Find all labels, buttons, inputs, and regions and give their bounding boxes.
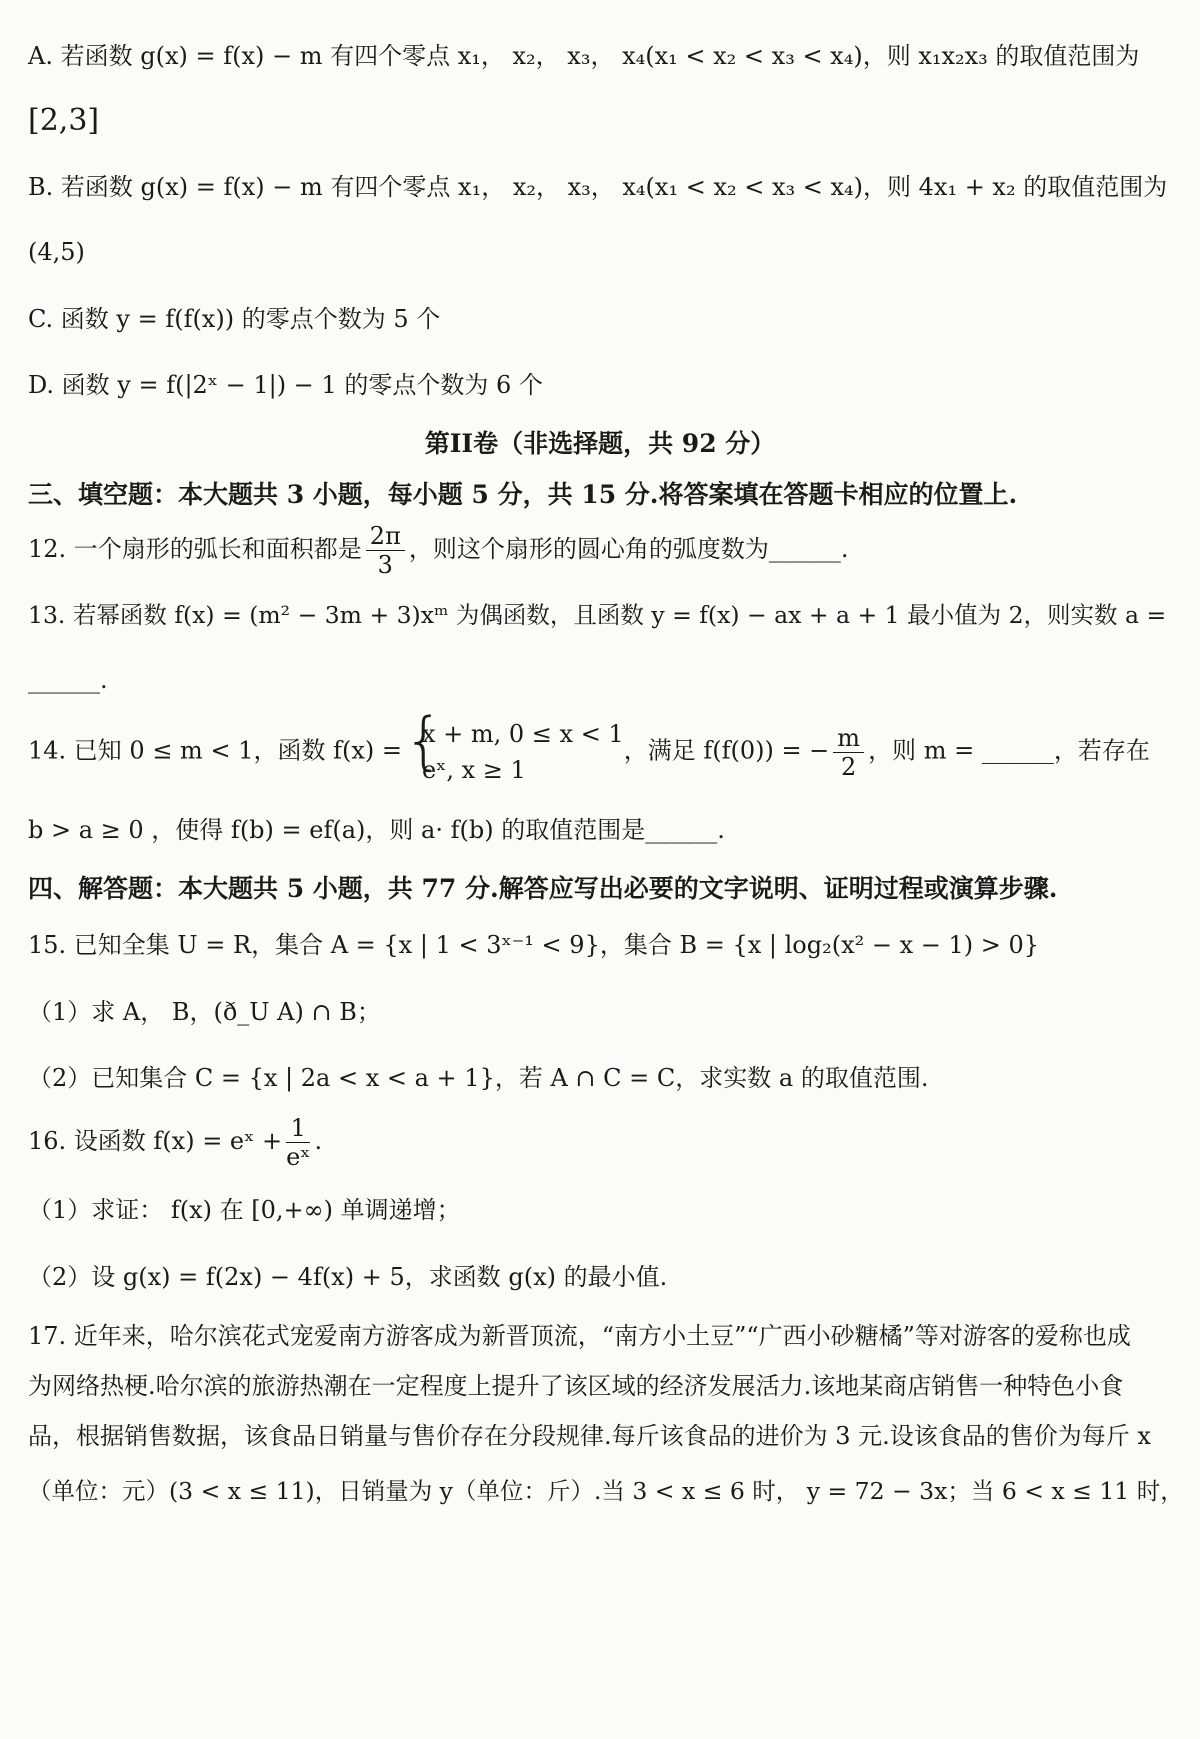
section3-heading: 三、填空题：本大题共 3 小题，每小题 5 分，共 15 分.将答案填在答题卡相应的位置上. — [28, 480, 1018, 509]
q14-prefix: 14. 已知 0 ≤ m < 1，函数 f(x) = — [28, 736, 402, 765]
option-a-range: [2,3] — [28, 103, 100, 138]
q14-piecewise — [403, 704, 624, 788]
option-d-text: D. 函数 y = f(|2ˣ − 1|) − 1 的零点个数为 6 个 — [28, 371, 543, 399]
q14-middle: ，满足 f(f(0)) = − — [623, 736, 830, 765]
part2-title: 第II卷（非选择题，共 92 分） — [424, 429, 776, 458]
q16-prefix: 16. 设函数 f(x) = eˣ + — [28, 1127, 283, 1155]
q16-frac-num: 1 — [286, 1116, 310, 1143]
question-17-line3: 品，根据销售数据，该食品日销量与售价存在分段规律.每斤该食品的进价为 3 元.设该食品的售价为每斤 x — [28, 1422, 1151, 1450]
q16-fraction — [286, 1116, 310, 1169]
question-15-stem: 15. 已知全集 U = R，集合 A = {x | 1 < 3ˣ⁻¹ < 9}，集合 B = {x | log₂(x² − x − 1) > 0} — [28, 931, 1040, 959]
q14-frac-den: 2 — [841, 752, 857, 781]
q12-frac-den: 3 — [377, 551, 393, 579]
q12-prefix: 12. 一个扇形的弧长和面积都是 — [28, 535, 362, 563]
question-17-line2: 为网络热梗.哈尔滨的旅游热潮在一定程度上提升了该区域的经济发展活力.该地某商店销售一种特色小食 — [28, 1372, 1124, 1400]
option-b-text: B. 若函数 g(x) = f(x) − m 有四个零点 x₁， x₂， x₃， x₄(x₁ < x₂ < x₃ < x₄)，则 4x₁ + x₂ 的取值范围为 — [28, 173, 1168, 201]
q12-fraction — [366, 524, 405, 577]
q12-frac-num: 2π — [366, 524, 405, 551]
section4-heading: 四、解答题：本大题共 5 小题，共 77 分.解答应写出必要的文字说明、证明过程或演算步骤. — [28, 874, 1058, 903]
question-17-line4: （单位：元）(3 < x ≤ 11)，日销量为 y（单位：斤）.当 3 < x ≤ 6 时， y = 72 − 3x；当 6 < x ≤ 11 时， — [28, 1477, 1184, 1505]
question-16-part2: （2）设 g(x) = f(2x) − 4f(x) + 5，求函数 g(x) 的最小值. — [28, 1263, 668, 1291]
q16-suffix: . — [314, 1127, 323, 1155]
q14-frac-num: m — [833, 726, 864, 753]
question-14-line2: b > a ≥ 0 ，使得 f(b) = ef(a)，则 a· f(b) 的取值范围是______. — [28, 816, 725, 844]
q16-frac-den: eˣ — [286, 1143, 311, 1171]
question-14 — [28, 704, 1150, 788]
question-13-line2: ______. — [28, 666, 108, 694]
option-b-range: (4,5) — [28, 238, 85, 266]
q14-fraction — [833, 723, 864, 781]
question-16 — [28, 1116, 322, 1169]
q14-case2: eˣ, x ≥ 1 — [421, 756, 526, 784]
question-16-part1: （1）求证： f(x) 在 [0,+∞) 单调递增； — [28, 1196, 461, 1224]
q12-suffix: ，则这个扇形的圆心角的弧度数为______. — [408, 535, 849, 563]
question-13-line1: 13. 若幂函数 f(x) = (m² − 3m + 3)xᵐ 为偶函数，且函数 y = f(x) − ax + a + 1 最小值为 2，则实数 a = — [28, 601, 1167, 629]
q14-case1: x + m, 0 ≤ x < 1 — [421, 720, 624, 748]
question-17-line1: 17. 近年来，哈尔滨花式宠爱南方游客成为新晋顶流，“南方小土豆”“广西小砂糖橘”等对游客的爱称也成 — [28, 1322, 1131, 1350]
question-15-part2: （2）已知集合 C = {x | 2a < x < a + 1}，若 A ∩ C = C，求实数 a 的取值范围. — [28, 1064, 929, 1092]
question-15-part1: （1）求 A， B，(ð_U A) ∩ B； — [28, 998, 381, 1026]
option-a-text: A. 若函数 g(x) = f(x) − m 有四个零点 x₁， x₂， x₃， x₄(x₁ < x₂ < x₃ < x₄)，则 x₁x₂x₃ 的取值范围为 — [28, 42, 1140, 70]
q14-brace: { — [403, 704, 444, 777]
option-c-text: C. 函数 y = f(f(x)) 的零点个数为 5 个 — [28, 305, 441, 333]
question-12 — [28, 524, 848, 577]
q14-suffix: ，则 m = ______，若存在 — [868, 736, 1150, 765]
